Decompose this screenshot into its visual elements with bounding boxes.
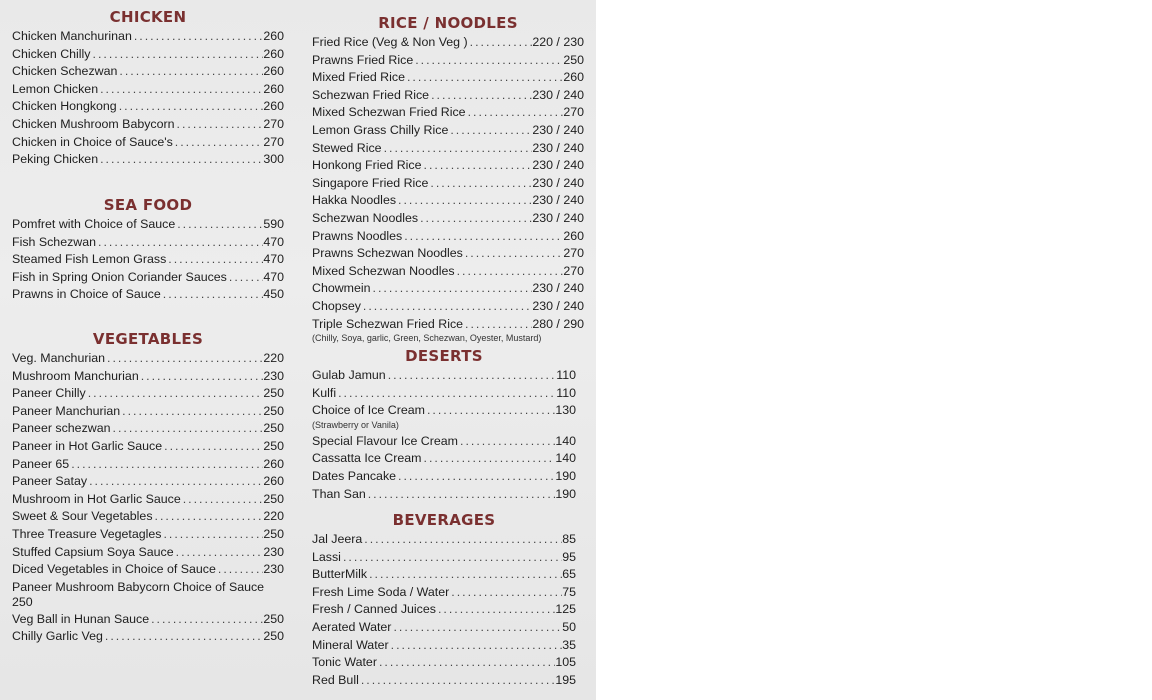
menu-item-name: Prawns Schezwan Noodles [312,246,463,261]
menu-item-name: Red Bull [312,672,359,687]
menu-item [12,98,284,116]
item-list-beverages [312,531,576,689]
dot-leader [366,486,556,504]
menu-item-name: Chicken Manchurinan [12,29,132,43]
menu-item [12,63,284,81]
menu-item [312,468,576,486]
menu-item [312,175,584,193]
dot-leader [149,611,263,629]
menu-item-price: 250 [263,491,284,506]
menu-item-price: 140 [555,433,576,448]
menu-item-name: Prawns Fried Rice [312,52,414,67]
menu-item-name: Mixed Schezwan Noodles [312,263,455,278]
menu-item [312,157,584,175]
menu-item-name: Paneer Satay [12,474,88,489]
dot-leader [216,561,263,579]
menu-item-price: 230 / 240 [532,298,584,313]
section-title-deserts: DESERTS [405,347,483,365]
dot-leader [463,316,532,334]
menu-item [12,579,284,611]
menu-item-name: Special Flavour Ice Cream [312,433,458,448]
menu-item [12,350,284,368]
menu-item-price: 230 / 240 [532,140,584,155]
menu-item-name: Chicken Mushroom Babycorn [12,116,175,131]
menu-item [312,433,576,451]
dot-leader [341,549,562,567]
menu-item-price: 220 / 230 [532,35,584,49]
dot-leader [96,234,263,252]
menu-item-name: Fresh Lime Soda / Water [312,584,450,599]
menu-item-name: Lemon Chicken [12,81,99,96]
menu-item-name: Jal Jeera [312,532,363,546]
menu-item-name: Stuffed Capsium Soya Sauce [12,544,174,559]
menu-item-price: 65 [562,567,576,582]
menu-item-name: Prawns in Choice of Sauce [12,287,161,302]
menu-item-price: 590 [263,217,284,231]
menu-item [312,87,584,105]
section-title-vegetables: VEGETABLES [92,330,204,348]
menu-item [312,402,576,420]
dot-leader [463,245,563,263]
dot-leader [362,531,562,549]
menu-item-price: 220 [263,351,284,365]
menu-item [12,403,284,421]
menu-item-name: Hakka Noodles [312,193,397,208]
menu-item-price: 280 / 290 [532,316,584,331]
dot-leader [449,584,562,602]
menu-item-price: 450 [263,287,284,302]
menu-item-name: Kulfi [312,385,337,400]
menu-item-price: 260 [263,81,284,96]
dot-leader [117,63,263,81]
menu-item [312,140,584,158]
dot-leader [361,298,532,316]
menu-item [12,286,284,304]
menu-item-name: Steamed Fish Lemon Grass [12,252,167,267]
dot-leader [161,286,264,304]
menu-item [12,134,284,152]
menu-item [312,316,584,334]
menu-item-price: 250 [263,421,284,436]
dot-leader [377,654,555,672]
menu-item-price: 260 [263,474,284,489]
dot-leader [166,251,263,269]
menu-item [312,122,584,140]
menu-item-price: 230 [263,368,284,383]
menu-item [12,628,284,646]
dot-leader [103,628,263,646]
menu-item [12,420,284,438]
menu-item-name: Mixed Schezwan Fried Rice [312,105,466,120]
section-title-seafood: SEA FOOD [103,196,193,214]
dot-leader [396,468,555,486]
dot-leader [69,456,263,474]
menu-item-price: 260 [563,228,584,243]
dot-leader [153,508,264,526]
item-list-deserts [312,367,576,503]
menu-item-name: Fish in Spring Onion Coriander Sauces [12,269,227,284]
menu-item [312,280,584,298]
menu-item [12,116,284,134]
menu-item [312,566,576,584]
menu-item-name: Chicken Schezwan [12,64,118,79]
menu-item-price: 260 [563,70,584,85]
item-list-seafood [12,216,284,304]
menu-item-price: 35 [562,637,576,652]
menu-item [12,473,284,491]
dot-leader [336,385,556,403]
menu-item-price: 470 [263,269,284,284]
menu-item [312,245,584,263]
menu-item-name: Paneer in Hot Garlic Sauce [12,438,163,453]
menu-item [312,367,576,385]
menu-item-price: 230 / 240 [532,281,584,296]
menu-item-name: Three Treasure Vegetagles [12,526,162,541]
dot-leader [161,526,263,544]
menu-item-name: Dates Pancake [312,468,397,483]
menu-item-name: Paneer schezwan [12,421,111,436]
menu-item-name: Triple Schezwan Fried Rice [312,316,464,331]
dot-leader [86,385,264,403]
menu-item [312,210,584,228]
menu-item [312,601,576,619]
dot-leader [455,263,564,281]
menu-item-name: Veg Ball in Hunan Sauce [12,611,150,626]
dot-leader [436,601,555,619]
menu-item-name: Paneer Manchurian [12,403,121,418]
menu-item-price: 270 [563,263,584,278]
menu-item-price: 95 [562,549,576,564]
menu-item-name: Chowmein [312,281,371,296]
menu-item-name: ButterMilk [312,567,368,582]
menu-item-name: Choice of Ice Cream [312,403,425,418]
menu-item-name: Mineral Water [312,637,389,652]
menu-item-price: 190 [555,468,576,483]
dot-leader [422,450,556,468]
dot-leader [98,151,263,169]
menu-item-price: 230 / 240 [532,158,584,173]
menu-item [12,611,284,629]
menu-item [12,526,284,544]
menu-item-name: Peking Chicken [12,152,99,167]
menu-item-price: 260 [263,64,284,79]
menu-item [312,450,576,468]
menu-item-price: 190 [555,486,576,501]
menu-item-price: 250 [563,52,584,67]
menu-item-price: 270 [263,116,284,131]
dot-leader [111,420,264,438]
section-title-rice-noodles: RICE / NOODLES [378,14,518,32]
menu-item [312,619,576,637]
dot-leader [448,122,532,140]
menu-item-price: 105 [555,655,576,670]
menu-item-price: 230 [263,544,284,559]
menu-item [312,549,576,567]
dot-leader [175,216,263,234]
menu-item [12,561,284,579]
menu-item-name: Fried Rice (Veg & Non Veg ) [312,35,468,49]
menu-item [12,234,284,252]
section-seafood [12,194,284,304]
menu-item-price: 230 / 240 [532,87,584,102]
dot-leader [413,52,563,70]
dot-leader [396,192,532,210]
menu-item-name: Singapore Fried Rice [312,175,429,190]
menu-item-price: 260 [263,29,284,43]
menu-item-name: Mushroom Manchurian [12,368,139,383]
menu-item-price: 85 [562,532,576,546]
menu-item-name: Chopsey [312,298,361,313]
section-beverages [312,509,576,689]
menu-item-name: Prawns Noodles [312,228,403,243]
item-list-rice-noodles [312,34,584,333]
menu-item-price: 470 [263,252,284,267]
dot-leader [382,140,533,158]
menu-item-price: 130 [555,403,576,418]
dot-leader [227,269,263,287]
menu-item-price: 50 [562,619,576,634]
menu-item [12,491,284,509]
dot-leader [120,403,263,421]
menu-item-name: Pomfret with Choice of Sauce [12,217,176,231]
menu-item-price: 125 [555,602,576,617]
menu-item-name: Stewed Rice [312,140,382,155]
menu-item-price: 250 [12,594,33,609]
dot-leader [468,34,533,52]
sauce-options-note: (Chilly, Soya, garlic, Green, Schezwan, Oyester, Mustard) [312,333,542,344]
menu-item-price: 250 [263,611,284,626]
section-rice-noodles [312,12,584,346]
section-title-beverages: BEVERAGES [392,511,496,529]
menu-item-name: Than San [312,486,366,501]
menu-item-price: 250 [263,629,284,644]
section-title-chicken: CHICKEN [109,8,187,26]
menu-item [12,46,284,64]
dot-leader [429,87,532,105]
menu-item-price: 270 [563,105,584,120]
menu-item-price: 260 [263,46,284,61]
menu-item-price: 270 [263,134,284,149]
menu-item-name: Fresh / Canned Juices [312,602,436,617]
menu-item [312,228,584,246]
menu-item [12,216,284,234]
menu-item-price: 260 [263,456,284,471]
menu-item-name: Paneer 65 [12,456,70,471]
menu-item-price: 230 / 240 [532,122,584,137]
menu-item [12,269,284,287]
menu-item-name: Chilly Garlic Veg [12,629,103,644]
menu-item [312,531,576,549]
dot-leader [359,672,555,690]
menu-item [312,486,576,504]
section-vegetables [12,328,284,646]
menu-item [12,251,284,269]
menu-item-name: Tonic Water [312,655,377,670]
menu-item [12,508,284,526]
dot-leader [466,104,564,122]
dot-leader [98,81,263,99]
dot-leader [162,438,263,456]
menu-item-name: Cassatta Ice Cream [312,451,422,466]
menu-item-name: Schezwan Fried Rice [312,87,430,102]
menu-item [312,672,576,690]
menu-item-name: Chicken in Choice of Sauce's [12,134,173,149]
menu-item-price: 110 [556,385,576,400]
dot-leader [139,368,264,386]
menu-item-name: Paneer Mushroom Babycorn Choice of Sauce [12,579,265,594]
dot-leader [371,280,533,298]
menu-item [312,263,584,281]
dot-leader [175,116,264,134]
menu-item [312,637,576,655]
menu-item [312,584,576,602]
menu-item-price: 75 [562,584,576,599]
menu-item-name: Sweet & Sour Vegetables [12,509,153,524]
menu-item-name: Schezwan Noodles [312,210,419,225]
menu-item [312,385,576,403]
dot-leader [174,544,264,562]
dot-leader [367,566,562,584]
menu-item [312,104,584,122]
menu-item-name: Honkong Fried Rice [312,158,422,173]
menu-item-name: Chicken Chilly [12,46,91,61]
menu-item-price: 230 / 240 [532,193,584,208]
menu-item-name: Paneer Chilly [12,386,86,401]
menu-item [12,456,284,474]
dot-leader [418,210,532,228]
dot-leader [87,473,263,491]
menu-item-name: Lassi [312,549,341,564]
menu-item [12,544,284,562]
menu-item [12,28,284,46]
dot-leader [391,619,562,637]
dot-leader [458,433,555,451]
menu-item-price: 230 / 240 [532,210,584,225]
item-list-vegetables [12,350,284,646]
menu-item-price: 470 [263,234,284,249]
menu-item-name: Veg. Manchurian [12,351,105,365]
menu-item [12,81,284,99]
menu-item-price: 270 [563,246,584,261]
dot-leader [173,134,264,152]
menu-item [312,298,584,316]
menu-item [12,438,284,456]
menu-item-price: 220 [263,509,284,524]
menu-item-price: 230 [263,562,284,577]
menu-item-name: Diced Vegetables in Choice of Sauce [12,562,216,577]
menu-item-price: 300 [263,152,284,167]
menu-item-price: 250 [263,438,284,453]
menu-item [312,52,584,70]
dot-leader [405,69,563,87]
menu-item [312,192,584,210]
menu-item [312,34,584,52]
dot-leader [425,402,555,420]
menu-item-price: 140 [555,451,576,466]
dot-leader [386,367,557,385]
section-deserts [312,345,576,503]
menu-item-price: 195 [555,672,576,687]
menu-item-name: Fish Schezwan [12,234,97,249]
menu-item [12,368,284,386]
menu-item-price: 260 [263,99,284,114]
dot-leader [428,175,532,193]
menu-item-price: 230 / 240 [532,175,584,190]
dot-leader [91,46,264,64]
menu-item [312,69,584,87]
dot-leader [422,157,533,175]
menu-item [312,654,576,672]
menu-item-name: Mushroom in Hot Garlic Sauce [12,491,181,506]
menu-item-name: Lemon Grass Chilly Rice [312,122,449,137]
dot-leader [402,228,563,246]
menu-item-price: 250 [263,526,284,541]
menu-item [12,151,284,169]
menu-item [12,385,284,403]
menu-item-name: Gulab Jamun [312,368,386,382]
dot-leader [181,491,264,509]
dot-leader [117,98,264,116]
menu-item-price: 110 [556,368,576,382]
dot-leader [132,28,263,46]
menu-item-price: 250 [263,386,284,401]
menu-item-price: 250 [263,403,284,418]
item-list-chicken [12,28,284,169]
menu-item-name: Mixed Fried Rice [312,70,405,85]
menu-item-name: Aerated Water [312,619,392,634]
section-chicken [12,6,284,169]
menu-item-name: Chicken Hongkong [12,99,117,114]
dot-leader [389,637,563,655]
menu-item-note: (Strawberry or Vanila) [312,419,399,430]
dot-leader [105,350,263,368]
